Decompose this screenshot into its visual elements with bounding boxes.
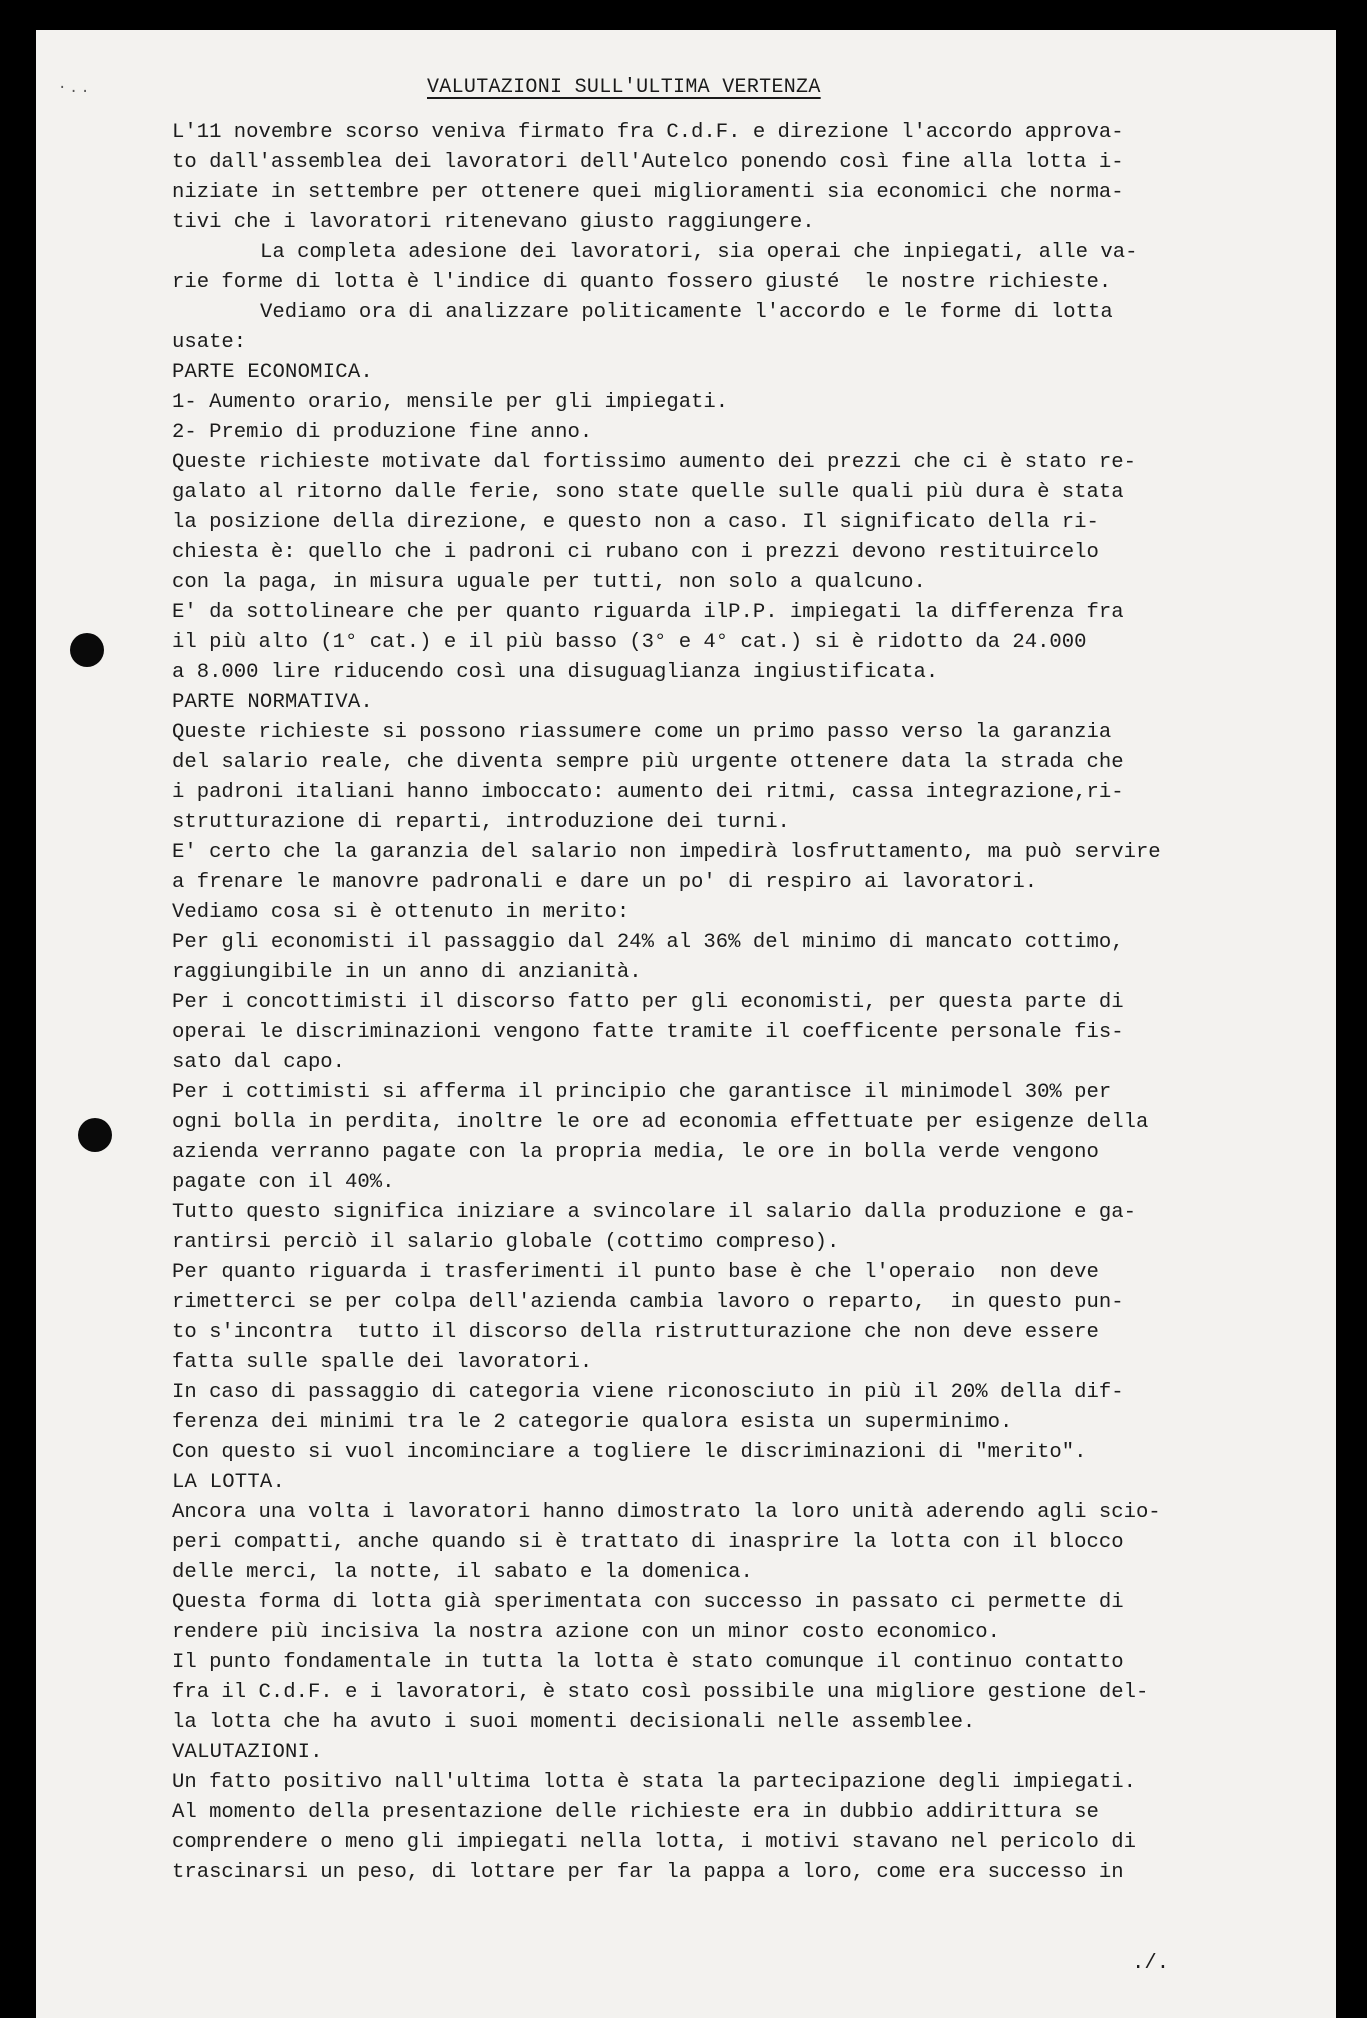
text-line: Questa forma di lotta già sperimentata con successo in passato ci permette di — [172, 1591, 1124, 1614]
text-line: Per i cottimisti si afferma il principio che garantisce il minimodel 30% per — [172, 1081, 1112, 1104]
text-line: strutturazione di reparti, introduzione dei turni. — [172, 811, 790, 834]
document-body — [172, 118, 1332, 1888]
text-line: trascinarsi un peso, di lottare per far la pappa a loro, come era successo in — [172, 1861, 1124, 1884]
text-line: azienda verranno pagate con la propria media, le ore in bolla verde vengono — [172, 1141, 1099, 1164]
text-line: a 8.000 lire riducendo così una disuguaglianza ingiustificata. — [172, 661, 939, 684]
paper-speck-marks: ·.. — [58, 80, 93, 96]
text-line: Per gli economisti il passaggio dal 24% al 36% del minimo di mancato cottimo, — [172, 931, 1124, 954]
section-heading-valutazioni: VALUTAZIONI. — [172, 1741, 323, 1764]
text-line: niziate in settembre per ottenere quei miglioramenti sia economici che norma- — [172, 181, 1124, 204]
text-line: fra il C.d.F. e i lavoratori, è stato così possibile una migliore gestione del- — [172, 1681, 1149, 1704]
document-title: VALUTAZIONI SULL'ULTIMA VERTENZA — [427, 76, 821, 99]
text-line: raggiungibile in un anno di anzianità. — [172, 961, 642, 984]
text-line: In caso di passaggio di categoria viene riconosciuto in più il 20% della dif- — [172, 1381, 1124, 1404]
text-line: a frenare le manovre padronali e dare un po' di respiro ai lavoratori. — [172, 871, 1038, 894]
list-item: 1- Aumento orario, mensile per gli impiegati. — [172, 391, 729, 414]
text-line: ferenza dei minimi tra le 2 categorie qualora esista un superminimo. — [172, 1411, 1013, 1434]
text-line: il più alto (1° cat.) e il più basso (3° e 4° cat.) si è ridotto da 24.000 — [172, 631, 1087, 654]
text-line: usate: — [172, 331, 247, 354]
text-line: i padroni italiani hanno imboccato: aumento dei ritmi, cassa integrazione,ri- — [172, 781, 1124, 804]
text-line: Ancora una volta i lavoratori hanno dimostrato la loro unità aderendo agli scio- — [172, 1501, 1161, 1524]
typewritten-page — [36, 30, 1336, 2018]
text-line: Vediamo ora di analizzare politicamente l'accordo e le forme di lotta — [260, 301, 1113, 324]
text-line: del salario reale, che diventa sempre più urgente ottenere data la strada che — [172, 751, 1124, 774]
text-line: Il punto fondamentale in tutta la lotta è stato comunque il continuo contatto — [172, 1651, 1124, 1674]
text-line: pagate con il 40%. — [172, 1171, 395, 1194]
section-heading-la-lotta: LA LOTTA. — [172, 1471, 286, 1494]
text-line: Tutto questo significa iniziare a svincolare il salario dalla produzione e ga- — [172, 1201, 1136, 1224]
section-heading-parte-normativa: PARTE NORMATIVA. — [172, 691, 373, 714]
text-line: Vediamo cosa si è ottenuto in merito: — [172, 901, 630, 924]
text-line: delle merci, la notte, il sabato e la domenica. — [172, 1561, 753, 1584]
text-line: L'11 novembre scorso veniva firmato fra C.d.F. e direzione l'accordo approva- — [172, 121, 1124, 144]
text-line: peri compatti, anche quando si è trattato di inasprire la lotta con il blocco — [172, 1531, 1124, 1554]
text-line: Con questo si vuol incominciare a togliere le discriminazioni di "merito". — [172, 1441, 1087, 1464]
text-line: Queste richieste si possono riassumere come un primo passo verso la garanzia — [172, 721, 1112, 744]
text-line: E' certo che la garanzia del salario non impedirà losfruttamento, ma può servire — [172, 841, 1161, 864]
list-item: 2- Premio di produzione fine anno. — [172, 421, 593, 444]
text-line: sato dal capo. — [172, 1051, 346, 1074]
text-line: Al momento della presentazione delle richieste era in dubbio addirittura se — [172, 1801, 1099, 1824]
text-line: con la paga, in misura uguale per tutti, non solo a qualcuno. — [172, 571, 926, 594]
text-line: chiesta è: quello che i padroni ci rubano con i prezzi devono restituircelo — [172, 541, 1099, 564]
text-line: galato al ritorno dalle ferie, sono state quelle sulle quali più dura è stata — [172, 481, 1124, 504]
punch-hole-upper — [70, 633, 104, 667]
text-line: Per quanto riguarda i trasferimenti il punto base è che l'operaio non deve — [172, 1261, 1099, 1284]
text-line: Per i concottimisti il discorso fatto per gli economisti, per questa parte di — [172, 991, 1124, 1014]
text-line: rendere più incisiva la nostra azione con un minor costo economico. — [172, 1621, 1001, 1644]
section-heading-parte-economica: PARTE ECONOMICA. — [172, 361, 373, 384]
text-line: la posizione della direzione, e questo non a caso. Il significato della ri- — [172, 511, 1099, 534]
text-line: E' da sottolineare che per quanto riguarda ilP.P. impiegati la differenza fra — [172, 601, 1124, 624]
text-line: rie forme di lotta è l'indice di quanto fossero giusté le nostre richieste. — [172, 271, 1112, 294]
text-line: fatta sulle spalle dei lavoratori. — [172, 1351, 593, 1374]
text-line: la lotta che ha avuto i suoi momenti decisionali nelle assemblee. — [172, 1711, 976, 1734]
text-line: rantirsi perciò il salario globale (cottimo compreso). — [172, 1231, 840, 1254]
text-line: tivi che i lavoratori ritenevano giusto raggiungere. — [172, 211, 815, 234]
text-line: rimetterci se per colpa dell'azienda cambia lavoro o reparto, in questo pun- — [172, 1291, 1124, 1314]
text-line: operai le discriminazioni vengono fatte tramite il coefficente personale fis- — [172, 1021, 1124, 1044]
punch-hole-lower — [78, 1118, 112, 1152]
text-line: comprendere o meno gli impiegati nella lotta, i motivi stavano nel pericolo di — [172, 1831, 1136, 1854]
text-line: to dall'assemblea dei lavoratori dell'Autelco ponendo così fine alla lotta i- — [172, 151, 1124, 174]
text-line: to s'incontra tutto il discorso della ristrutturazione che non deve essere — [172, 1321, 1099, 1344]
text-line: Un fatto positivo nall'ultima lotta è stata la partecipazione degli impiegati. — [172, 1771, 1136, 1794]
text-line: La completa adesione dei lavoratori, sia operai che inpiegati, alle va- — [260, 241, 1138, 264]
continuation-mark: ./. — [1132, 1952, 1170, 1975]
text-line: ogni bolla in perdita, inoltre le ore ad economia effettuate per esigenze della — [172, 1111, 1149, 1134]
text-line: Queste richieste motivate dal fortissimo aumento dei prezzi che ci è stato re- — [172, 451, 1136, 474]
